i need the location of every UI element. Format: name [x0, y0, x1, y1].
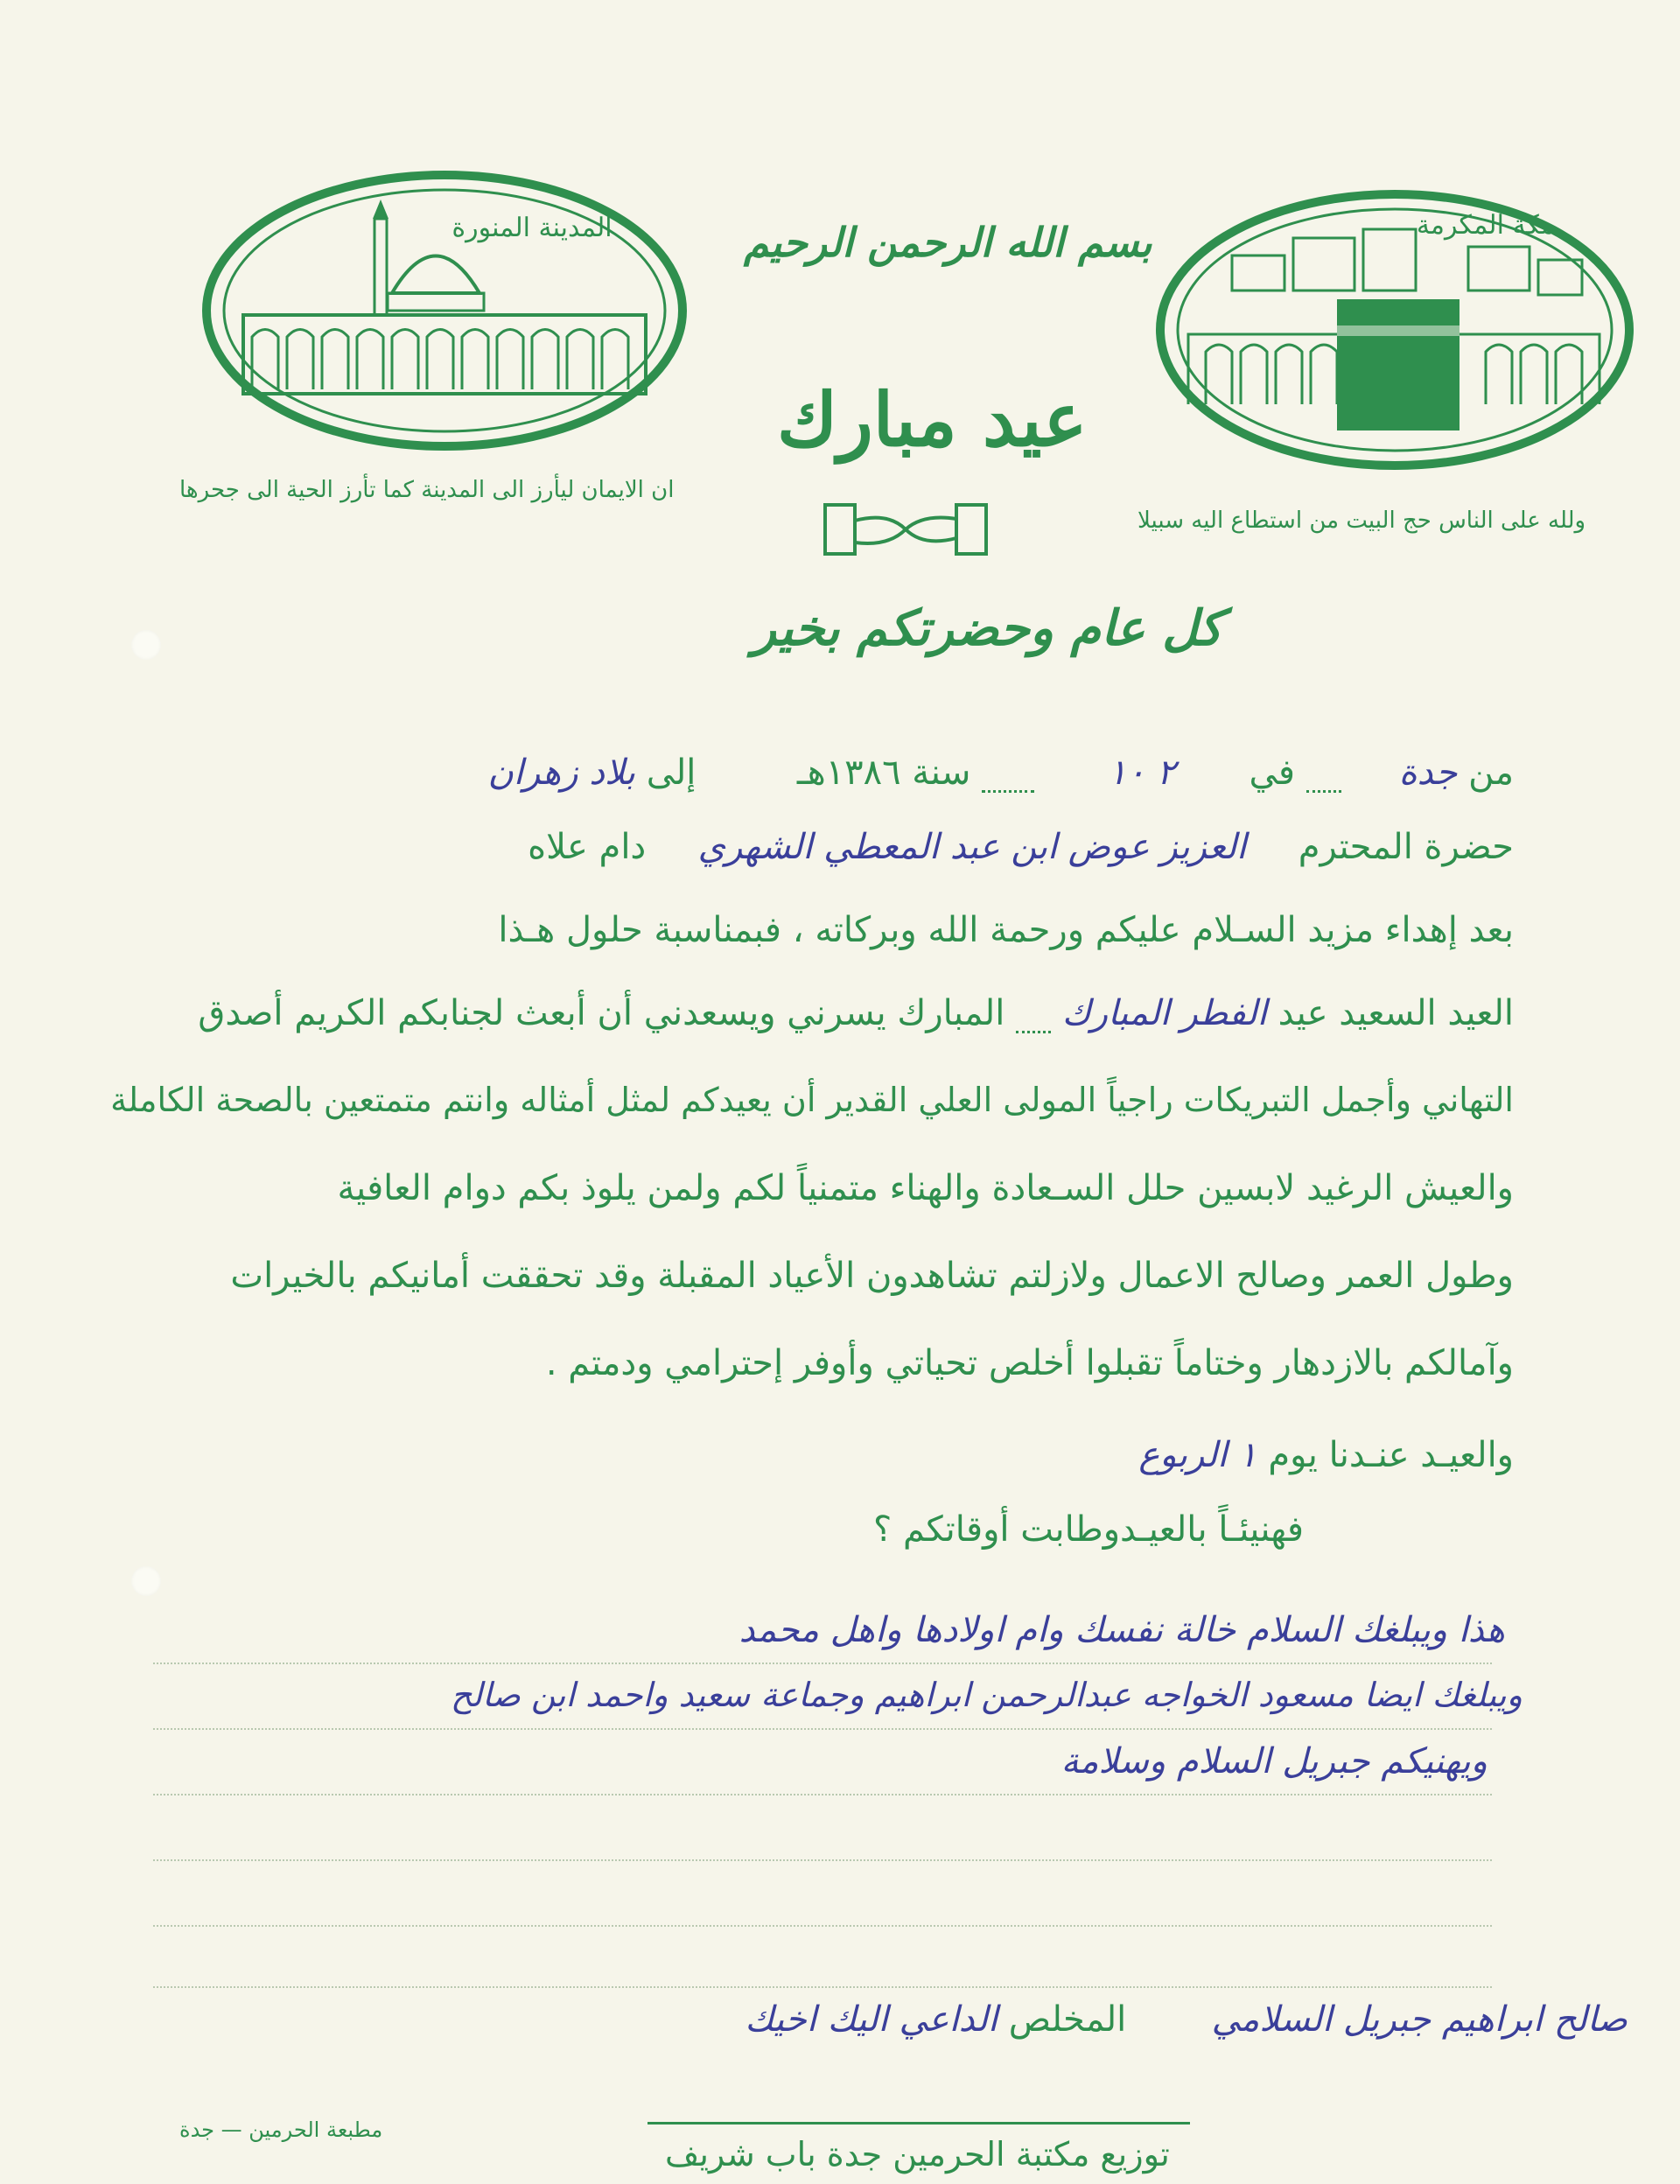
- body-line-6: وآمالكم بالازدهار وختاماً تقبلوا أخلص تحياتي وأوفر إحترامي ودمتم .: [545, 1343, 1514, 1383]
- addressee-name: العزيز عوض ابن عبد المعطي الشهري: [697, 827, 1247, 867]
- makkah-emblem-icon: [1153, 186, 1636, 474]
- closing-line: فهنيئـاً بالعيـدوطابت أوقاتكم ؟: [873, 1509, 1304, 1550]
- signature-prefix-hand: الداعي اليك اخيك: [745, 1999, 998, 2040]
- date-value: ٢ ١٠: [1108, 752, 1176, 793]
- madinah-emblem-label: المدينة المنورة: [452, 213, 612, 243]
- distributor-credit: توزيع مكتبة الحرمين جدة باب شريف: [665, 2135, 1170, 2174]
- from-label: من: [1468, 752, 1514, 793]
- printer-credit: مطبعة الحرمين — جدة: [179, 2118, 383, 2142]
- ruled-line: [153, 1794, 1492, 1796]
- to-label: إلى: [646, 752, 696, 793]
- from-value: جدة: [1398, 752, 1458, 793]
- ruled-line: [153, 1662, 1492, 1664]
- handshake-icon: [818, 494, 993, 564]
- eid-day-hand: ١ الربوع: [1138, 1435, 1257, 1475]
- eid-day-prefix: والعيـد عنـدنا يوم: [1268, 1435, 1514, 1475]
- eid-mubarak-title: عيد مبارك: [777, 376, 1088, 463]
- ruled-line: [153, 1859, 1492, 1861]
- madinah-emblem-icon: [200, 166, 690, 455]
- letter-header-line: [149, 752, 1514, 793]
- body-line-4: والعيش الرغيد لابسين حلل السـعادة والهناء متمنياً لكم ولمن يلوذ بكم دوام العافية: [337, 1168, 1514, 1208]
- body-line-3: التهاني وأجمل التبريكات راجياً المولى العلي القدير أن يعيدكم لمثل أمثاله وانتم متمتعين بالصحة الكاملة: [110, 1081, 1514, 1119]
- basmala: بسم الله الرحمن الرحيم: [744, 219, 1152, 266]
- makkah-emblem-label: مكة المكرمة: [1416, 210, 1556, 241]
- year-label: سنة ١٣٨٦هـ: [796, 752, 971, 793]
- addressee-suffix: دام علاه: [528, 827, 647, 867]
- handwritten-line-3: ويهنيكم جبريل السلام وسلامة: [1060, 1741, 1488, 1782]
- ruled-line: [153, 1986, 1492, 1988]
- eid-day-line: [149, 1435, 1514, 1475]
- eid-name-hand: الفطر المبارك: [1061, 993, 1267, 1033]
- to-value: بلاد زهران: [487, 752, 636, 793]
- ruled-line: [153, 1925, 1492, 1927]
- date-label: في: [1249, 752, 1295, 793]
- addressee-line: [149, 827, 1514, 867]
- line2-suffix: المبارك يسرني ويسعدني أن أبعث لجنابكم الكريم أصدق: [198, 993, 1005, 1033]
- punch-hole: [131, 630, 161, 660]
- body-line-1: بعد إهداء مزيد السـلام عليكم ورحمة الله وبركاته ، فبمناسبة حلول هـذا: [498, 910, 1514, 950]
- from-dots: [1306, 790, 1341, 793]
- ruled-line: [153, 1728, 1492, 1730]
- footer-rule: [648, 2122, 1190, 2124]
- addressee-prefix: حضرة المحترم: [1298, 827, 1514, 867]
- signature-label: المخلص: [1008, 1999, 1127, 2040]
- greeting-calligraphy: كل عام وحضرتكم بخير: [752, 599, 1223, 657]
- signature-name-hand: صالح ابراهيم جبريل السلامي: [1211, 1999, 1628, 2040]
- handwritten-line-2: ويبلغك ايضا مسعود الخواجه عبدالرحمن ابراهيم وجماعة سعيد واحمد ابن صالح: [450, 1676, 1522, 1714]
- date-dots: [982, 790, 1034, 793]
- line2-prefix: العيد السعيد عيد: [1278, 993, 1514, 1033]
- body-line-2: [149, 993, 1514, 1033]
- handwritten-line-1: هذا ويبلغك السلام خالة نفسك وام اولادها واهل محمد: [738, 1610, 1505, 1650]
- left-emblem-caption: ان الايمان ليأرز الى المدينة كما تأرز الحية الى جحرها: [179, 477, 675, 503]
- signature-line: [18, 1999, 1628, 2040]
- punch-hole: [131, 1566, 161, 1596]
- eid-name-dots: [1016, 1031, 1051, 1033]
- body-line-5: وطول العمر وصالح الاعمال ولازلتم تشاهدون الأعياد المقبلة وقد تحققت أمانيكم بالخيرات: [230, 1256, 1514, 1296]
- right-emblem-caption: ولله على الناس حج البيت من استطاع اليه سبيلا: [1138, 508, 1586, 534]
